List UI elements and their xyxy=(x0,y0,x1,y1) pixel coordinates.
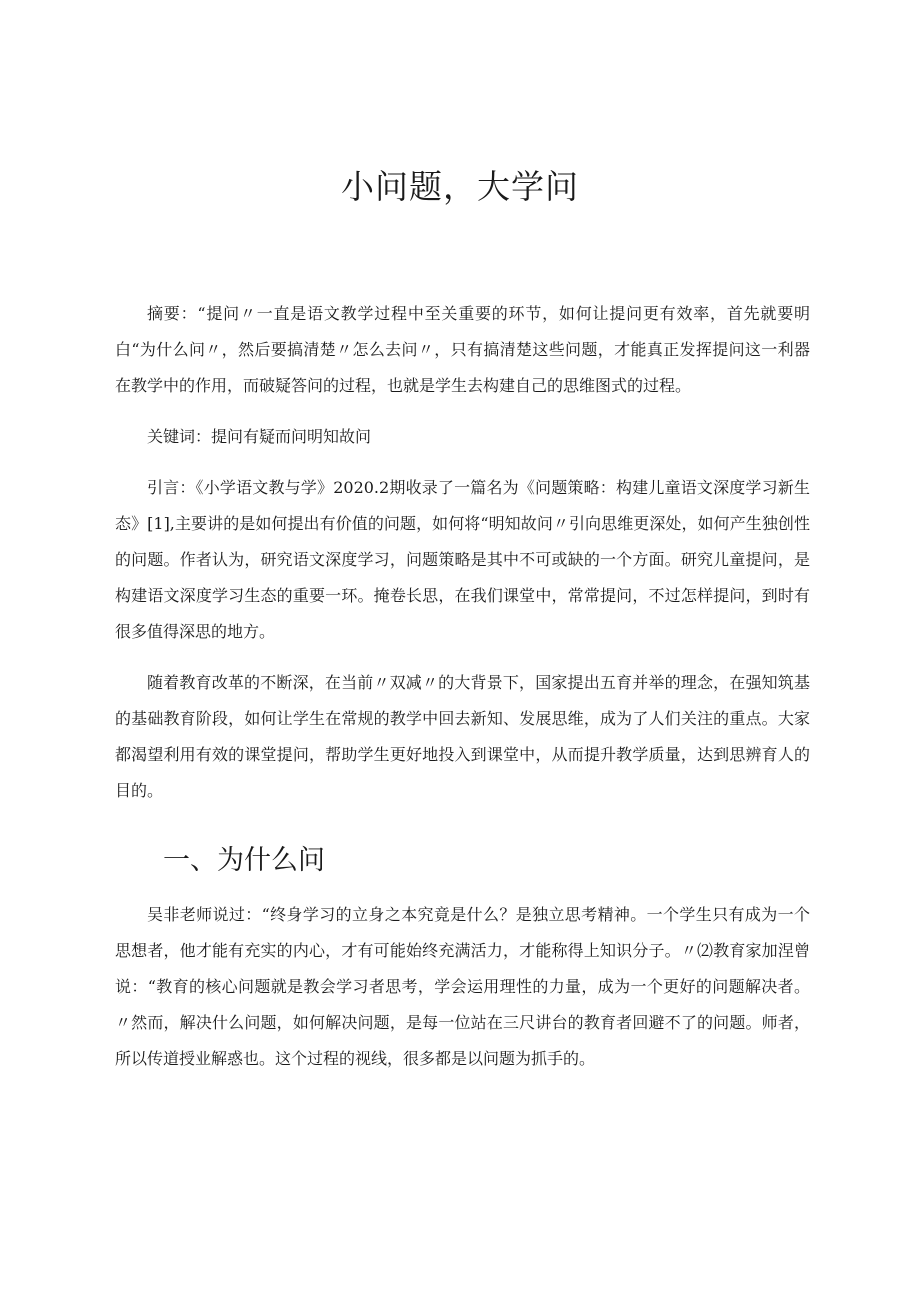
body-paragraph: 随着教育改革的不断深，在当前〃双减〃的大背景下，国家提出五育并举的理念，在强知筑基的基础教育阶段，如何让学生在常规的教学中回去新知、发展思维，成为了人们关注的重点。大家都渴望利用有效的课堂提问，帮助学生更好地投入到课堂中，从而提升教学质量，达到思辨育人的目的。 xyxy=(115,673,810,800)
section-heading: 一、为什么问 xyxy=(163,845,325,876)
document-body xyxy=(115,296,810,1092)
document-title: 小问题，大学问 xyxy=(341,167,579,206)
section-paragraph: 吴非老师说过：“终身学习的立身之本究竟是什么？是独立思考精神。一个学生只有成为一个思想者，他才能有充实的内心，才有可能始终充满活力，才能称得上知识分子。〃⑵教育家加涅曾说：“教育的核心问题就是教会学习者思考，学会运用理性的力量，成为一个更好的问题解决者。〃然而，解决什么问题，如何解决问题，是每一位站在三尺讲台的教育者回避不了的问题。师者，所以传道授业解惑也。这个过程的视线，很多都是以问题为抓手的。 xyxy=(115,905,810,1068)
abstract-paragraph: 摘要：“提问〃一直是语文教学过程中至关重要的环节，如何让提问更有效率，首先就要明白“为什么问〃，然后要搞清楚〃怎么去问〃，只有搞清楚这些问题，才能真正发挥提问这一利器在教学中的作用，而破疑答问的过程，也就是学生去构建自己的思维图式的过程。 xyxy=(115,304,810,395)
intro-paragraph: 引言：《小学语文教与学》2020.2期收录了一篇名为《问题策略：构建儿童语文深度学习新生态》[1],主要讲的是如何提出有价值的问题，如何将“明知故问〃引向思维更深处，如何产生独创性的问题。作者认为，研究语文深度学习，问题策略是其中不可或缺的一个方面。研究儿童提问，是构建语文深度学习生态的重要一环。掩卷长思，在我们课堂中，常常提问，不过怎样提问，到时有很多值得深思的地方。 xyxy=(115,478,810,641)
keywords-line: 关键词：提问有疑而问明知故问 xyxy=(147,427,372,446)
